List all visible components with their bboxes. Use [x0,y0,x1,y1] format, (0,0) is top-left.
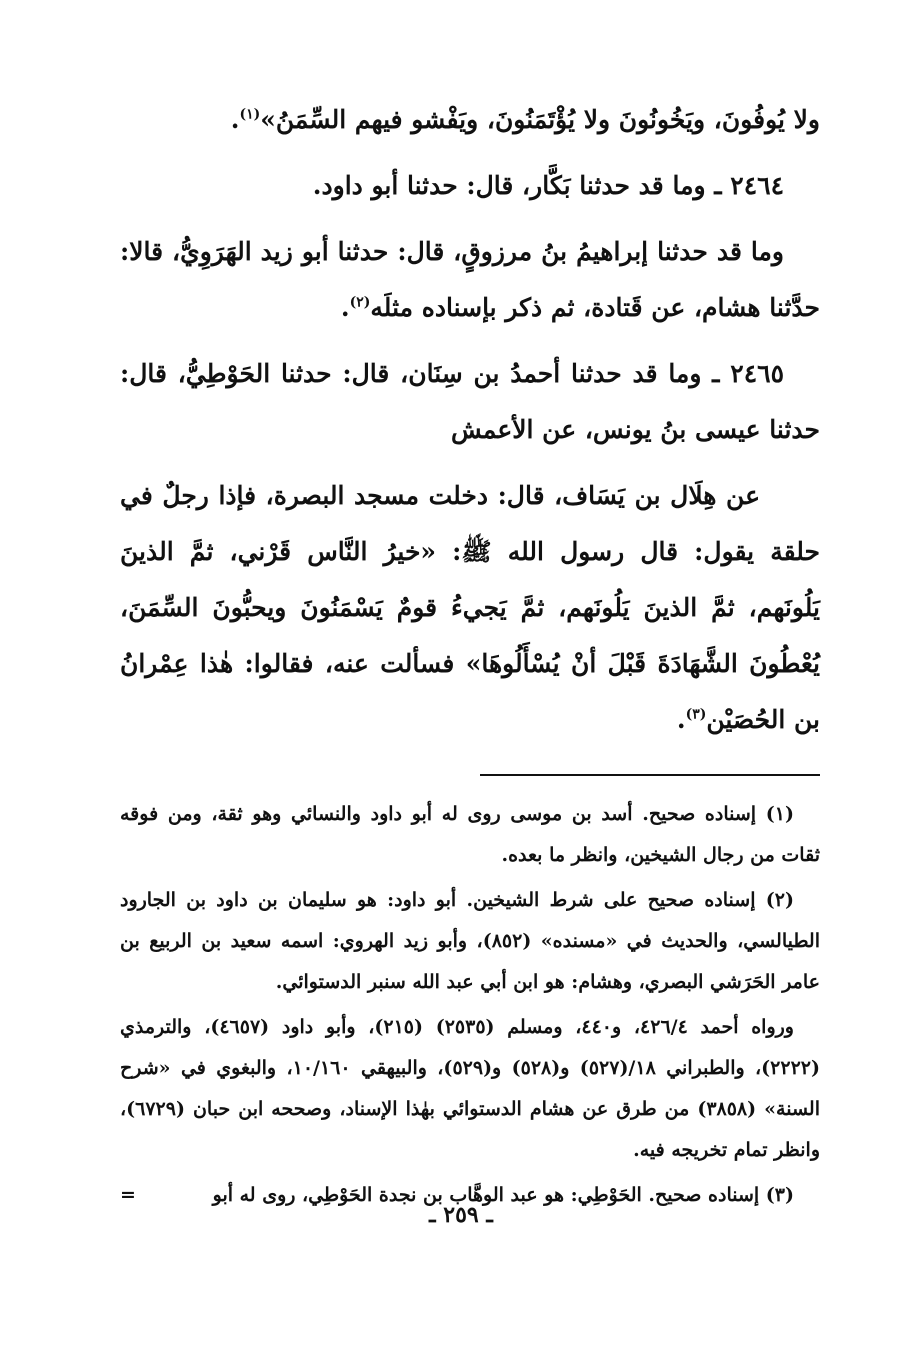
paragraph-5-text: عن هِلَال بن يَسَاف، قال: دخلت مسجد البصرة، فإذا رجلٌ في حلقة يقول: قال رسول الله ﷺ: «خيرُ النَّاس قَرْني، ثمَّ الذينَ يَلُونَهم، ثمَّ الذينَ يَلُونَهم، ثمَّ يَجيءُ قومٌ يَسْمَنُونَ ويحبُّونَ السِّمَنَ، يُعْطُونَ الشَّهَادَةَ قَبْلَ أنْ يُسْأَلُوهَا» فسألت عنه، فقالوا: هٰذا عِمْرانُ بن الحُصَيْن [120,481,820,734]
paragraph-5 [120,468,820,748]
paragraph-1-text: ولا يُوفُونَ، ويَخُونُونَ ولا يُؤْتَمَنُونَ، ويَفْشو فيهم السِّمَنُ» [260,105,820,134]
paragraph-3-text: وما قد حدثنا إبراهيمُ بنُ مرزوقٍ، قال: حدثنا أبو زيد الهَرَوِيُّ، قالا: حدَّثنا هشام، عن قَتادة، ثم ذكر بإسناده مثلَه [120,237,820,322]
footnote-marker-2: (٢) [349,294,371,311]
paragraph-1 [120,92,820,148]
paragraph-3 [120,224,820,336]
main-text [120,92,820,748]
footnote-1: (١) إسناده صحيح. أسد بن موسى روى له أبو داود والنسائي وهو ثقة، ومن فوقه ثقات من رجال الشيخين، وانظر ما بعده. [120,803,820,866]
footnotes [120,794,820,1216]
footnote-2-continued: ورواه أحمد ٤٢٦/٤، و٤٤٠، ومسلم (٢٥٣٥) (٢١٥)، وأبو داود (٤٦٥٧)، والترمذي (٢٢٢٢)، والطبراني ١٨/(٥٢٧) و(٥٢٨) و(٥٢٩)، والبيهقي ١٠/١٦٠، والبغوي في «شرح السنة» (٣٨٥٨) من طرق عن هشام الدستوائي بهٰذا الإسناد، وصححه ابن حبان (٦٧٢٩)، وانظر تمام تخريجه فيه. [120,1016,820,1161]
continuation-mark: = [120,1184,136,1206]
paragraph-5-end: . [676,705,686,734]
hadith-2464: ٢٤٦٤ ـ وما قد حدثنا بَكَّار، قال: حدثنا أبو داود. [312,171,784,200]
paragraph-3-end: . [340,293,350,322]
footnote-divider [480,774,820,776]
footnote-marker-3: (٣) [685,706,707,723]
page-body [120,92,820,1216]
paragraph-1-end: . [230,105,240,134]
page-number: ـ ٢٥٩ ـ [429,1202,493,1228]
footnote-2: (٢) إسناده صحيح على شرط الشيخين. أبو داود: هو سليمان بن داود بن الجارود الطيالسي، والحديث في «مسنده» (٨٥٢)، وأبو زيد الهروي: اسمه سعيد بن الربيع بن عامر الحَرَشي البصري، وهشام: هو ابن أبي عبد الله سنبر الدستوائي. [120,889,820,993]
footnote-marker-1: (١) [239,106,261,123]
hadith-2465: ٢٤٦٥ ـ وما قد حدثنا أحمدُ بن سِنَان، قال: حدثنا الحَوْطِيُّ، قال: حدثنا عيسى بنُ يونس، عن الأعمش [120,359,820,444]
footnote-3-text: (٣) إسناده صحيح. الحَوْطِي: هو عبد الوهَّاب بن نجدة الحَوْطِي، روى له أبو [212,1184,794,1206]
